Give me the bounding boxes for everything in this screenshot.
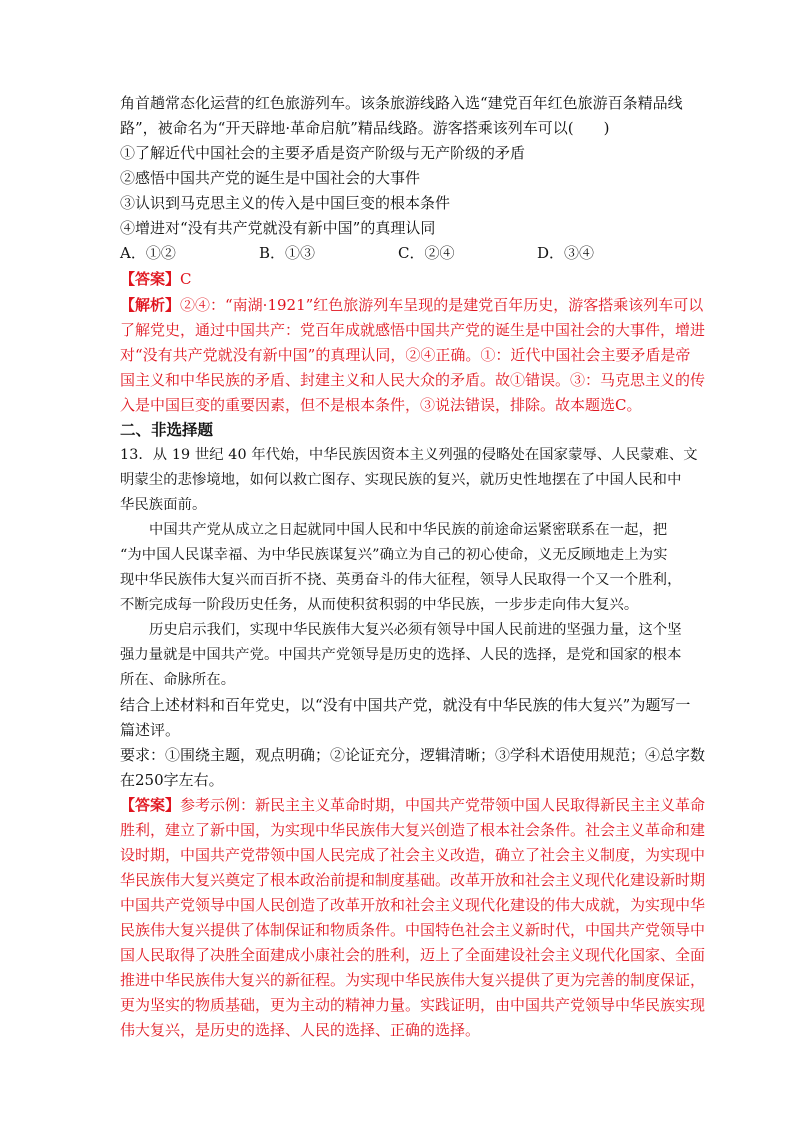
q12-answer-value: C xyxy=(180,270,192,288)
q13-requirements-line-1: 要求：①围绕主题，观点明确；②论证充分，逻辑清晰；③学科术语使用规范；④总字数 xyxy=(120,746,706,764)
q13-answer-line-3: 设时期，中国共产党带领中国人民完成了社会主义改造，确立了社会主义制度，为实现中 xyxy=(120,846,706,864)
q12-answer-tag: 【答案】 xyxy=(120,270,181,288)
q13-material-line-4: 中国共产党从成立之日起就同中国人民和中华民族的前途命运紧密联系在一起，把 xyxy=(149,522,668,538)
q12-item-2: ②感悟中国共产党的诞生是中国社会的大事件 xyxy=(120,169,421,187)
q12-analysis-line-1 xyxy=(120,293,703,317)
q13-task-line-1: 结合上述材料和百年党史，以“没有中国共产党，就没有中华民族的伟大复兴”为题写一 xyxy=(120,696,691,714)
q13-material-line-2: 明蒙尘的悲惨境地，如何以救亡图存、实现民族的复兴，就历史性地摆在了中国人民和中 xyxy=(120,472,682,488)
q13-material-line-1: 13．从 19 世纪 40 年代始，中华民族因资本主义列强的侵略处在国家蒙辱、人民蒙难、文 xyxy=(120,447,698,463)
q12-stem-line-1: 角首趟常态化运营的红色旅游列车。该条旅游线路入选“建党百年红色旅游百条精品线 xyxy=(120,94,683,112)
q12-analysis-line-2: 了解党史，通过中国共产：党百年成就感悟中国共产党的诞生是中国社会的大事件，增进 xyxy=(120,321,706,339)
q13-answer-line-6: 民族伟大复兴提供了体制保证和物质条件。中国特色社会主义新时代，中国共产党领导中 xyxy=(120,921,706,939)
section-title: 二、非选择题 xyxy=(120,421,214,439)
q13-material-line-8: 历史启示我们，实现中华民族伟大复兴必须有领导中国人民前进的坚强力量，这个坚 xyxy=(149,622,682,638)
q13-answer-line-10: 伟大复兴，是历史的选择、人民的选择、正确的选择。 xyxy=(120,1021,481,1039)
q12-option-a: A．①② xyxy=(120,244,176,262)
q13-material-line-6: 现中华民族伟大复兴而百折不挠、英勇奋斗的伟大征程，领导人民取得一个又一个胜利， xyxy=(120,572,682,588)
q12-answer xyxy=(120,267,192,291)
q12-analysis-text-1: ②④：“南湖·1921”红色旅游列车呈现的是建党百年历史，游客搭乘该列车可以 xyxy=(180,296,704,314)
q13-answer-line-1 xyxy=(120,793,705,817)
q13-answer-line-2: 胜利，建立了新中国，为实现中华民族伟大复兴创造了根本社会条件。社会主义革命和建 xyxy=(120,821,706,839)
q12-option-c: C．②④ xyxy=(398,244,455,262)
q12-analysis-line-4: 国主义和中华民族的矛盾、封建主义和人民大众的矛盾。故①错误。③：马克思主义的传 xyxy=(120,371,706,389)
q13-answer-line-9: 更为坚实的物质基础，更为主动的精神力量。实践证明，由中国共产党领导中华民族实现 xyxy=(120,996,706,1014)
q12-option-d: D．③④ xyxy=(537,244,595,262)
q13-material-line-5: “为中国人民谋幸福、为中华民族谋复兴”确立为自己的初心使命，义无反顾地走上为实 xyxy=(120,547,668,563)
q13-requirements-line-2: 在250字左右。 xyxy=(120,771,224,789)
q13-answer-line-4: 华民族伟大复兴奠定了根本政治前提和制度基础。改革开放和社会主义现代化建设新时期 xyxy=(120,871,706,889)
q13-task-line-2: 篇述评。 xyxy=(120,721,181,739)
q12-item-4: ④增进对“没有共产党就没有新中国”的真理认同 xyxy=(120,219,436,237)
q13-answer-tag: 【答案】 xyxy=(120,796,181,814)
q13-material-line-9: 强力量就是中国共产党。中国共产党领导是历史的选择、人民的选择，是党和国家的根本 xyxy=(120,647,682,663)
q13-answer-line-5: 中国共产党领导中国人民创造了改革开放和社会主义现代化建设的伟大成就，为实现中华 xyxy=(120,896,706,914)
q12-item-3: ③认识到马克思主义的传入是中国巨变的根本条件 xyxy=(120,194,451,212)
q12-analysis-line-5: 入是中国巨变的重要因素，但不是根本条件，③说法错误，排除。故本题选C。 xyxy=(120,396,642,414)
q12-analysis-line-3: 对“没有共产党就没有新中国”的真理认同，②④正确。①：近代中国社会主要矛盾是帝 xyxy=(120,346,691,364)
q12-item-1: ①了解近代中国社会的主要矛盾是资产阶级与无产阶级的矛盾 xyxy=(120,144,526,162)
q13-answer-line-7: 国人民取得了决胜全面建成小康社会的胜利，迈上了全面建设社会主义现代化国家、全面 xyxy=(120,946,706,964)
q12-option-b: B．①③ xyxy=(259,244,316,262)
q13-answer-text-1: 参考示例：新民主主义革命时期，中国共产党带领中国人民取得新民主主义革命 xyxy=(180,796,706,814)
q12-analysis-tag: 【解析】 xyxy=(120,296,181,314)
q13-material-line-10: 所在、命脉所在。 xyxy=(120,672,236,688)
q13-material-line-3: 华民族面前。 xyxy=(120,497,207,513)
q13-answer-line-8: 推进中华民族伟大复兴的新征程。为实现中华民族伟大复兴提供了更为完善的制度保证， xyxy=(120,971,706,989)
q13-material-line-7: 不断完成每一阶段历史任务，从而使积贫积弱的中华民族，一步步走向伟大复兴。 xyxy=(120,597,639,613)
q12-stem-line-2: 路”，被命名为“开天辟地·革命启航”精品线路。游客搭乘该列车可以( ) xyxy=(120,119,610,137)
